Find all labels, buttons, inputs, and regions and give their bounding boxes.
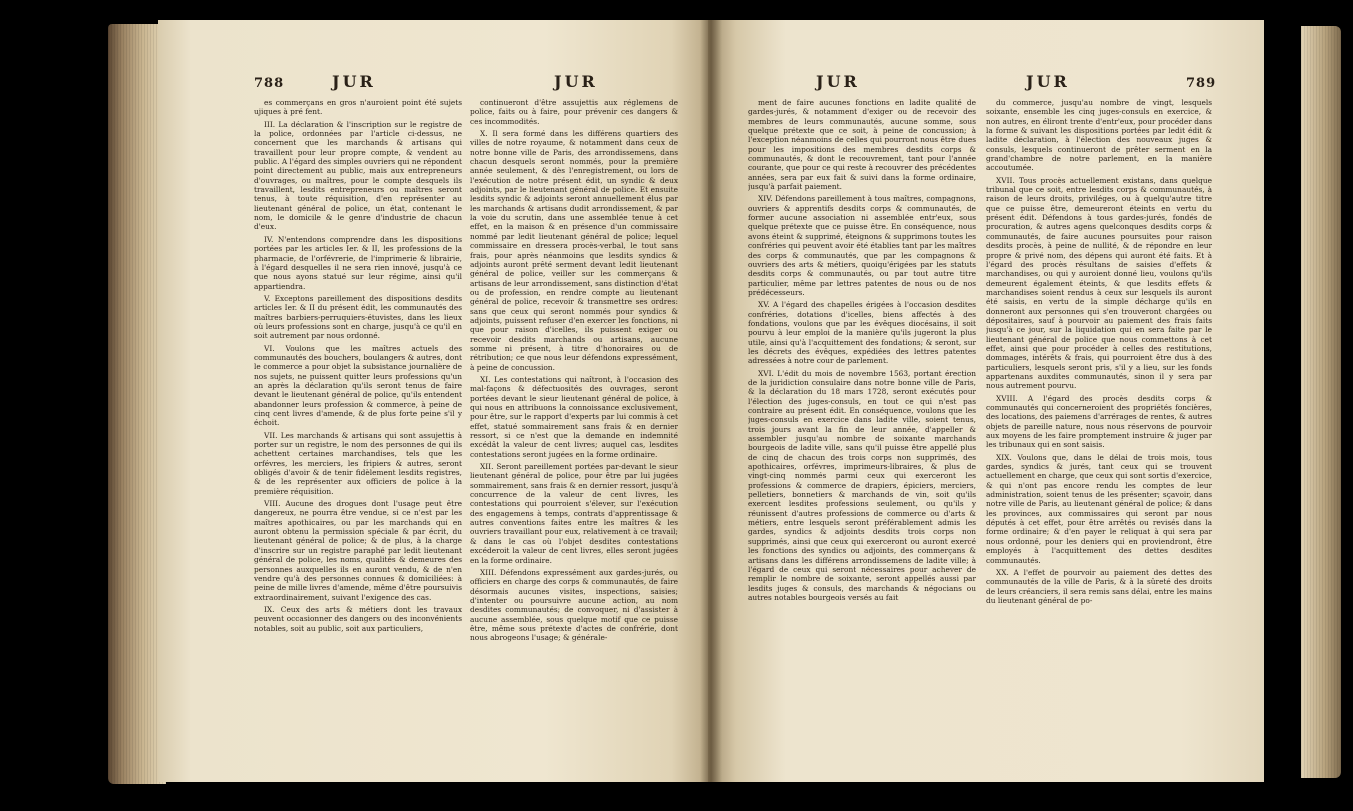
right-running-head-1: JUR — [816, 72, 860, 91]
paragraph: XX. A l'effet de pourvoir au paiement des dettes des communautés de la ville de Paris, & à la sûreté des droits de leurs créanciers, il sera remis sans délai, entre les mains du lieutenant général de po- — [986, 567, 1212, 605]
paragraph: XII. Seront pareillement portées par-devant le sieur lieutenant général de police, pour être par lui jugées sommairement, sans frais & en dernier ressort, jusqu'à concurrence de la valeur de cent livres, les contestations qui pourroient s'élever, sur l'exécution des engagemens à temps, contrats d'apprentissage & autres conventions faites entre les maîtres & les ouvriers travaillant pour eux, relativement à ce travail; & dans le cas où l'objet desdites contestations excéderoit la valeur de cent livres, elles seront jugées en la forme ordinaire. — [470, 462, 678, 565]
right-page — [708, 20, 1264, 782]
paragraph: XI. Les contestations qui naîtront, à l'occasion des mal-façons & défectuosités des ouvrages, seront portées devant le sieur lieutenant général de police, à qui nous en attribuons la connoissance exclusivement, pour être, sur le rapport d'experts par lui commis à cet effet, statué sommairement sans frais & en dernier ressort, si ce n'est que la demande en indemnité excédât la valeur de cent livres; auquel cas, lesdites contestations seront jugées en la forme ordinaire. — [470, 374, 678, 459]
paragraph: XVI. L'édit du mois de novembre 1563, portant érection de la juridiction consulaire dans notre bonne ville de Paris, & la déclaration du 18 mars 1728, seront exécutés pour l'élection des juges-consuls, en tout ce qui n'est pas contraire au présent édit. En conséquence, voulons que les juges-consuls en exercice dans ladite ville, soient tenus, trois jours avant la fin de leur année, d'appeller & assembler jusqu'au nombre de soixante marchands bourgeois de ladite ville, sans qu'il puisse être appellé plus de cinq de chacun des trois corps non supprimés, des apothicaires, orfévres, imprimeurs-libraires, & plus de vingt-cinq nommés parmi ceux qui exerceront les professions & commerce de drapiers, épiciers, merciers, pelletiers, bonnetiers & marchands de vin, soit qu'ils exercent lesdites professions seulement, ou qu'ils y réunissent d'autres professions de commerce ou d'arts & métiers, entre lesquels seront préférablement admis les gardes, syndics & adjoints desdits trois corps non supprimés, ainsi que ceux qui exerceront ou auront exercé les fonctions des syndics ou adjoints, des commerçans & artisans dans les différens arrondissemens de ladite ville; à l'égard de ceux qui seront nécessaires pour achever de remplir le nombre de soixante, seront appellés aussi par lesdits juges & consuls, des marchands & négocians ou autres notables bourgeois versés au fait — [748, 368, 976, 602]
left-page-column-1 — [254, 98, 462, 768]
left-running-head-1: JUR — [332, 72, 376, 91]
paragraph: IX. Ceux des arts & métiers dont les travaux peuvent occasionner des dangers ou des inconvénients notables, soit au public, soit aux particuliers, — [254, 604, 462, 633]
paragraph: VI. Voulons que les maîtres actuels des communautés des bouchers, boulangers & autres, dont le commerce a pour objet la subsistance journalière de nos sujets, ne puissent quitter leurs professions qu'un an après la déclaration qu'ils seront tenus de faire devant le lieutenant général de police, qu'ils entendent abandonner leurs profession & commerce, à peine de cinq cent livres d'amende, & de plus forte peine s'il y échoit. — [254, 343, 462, 428]
paragraph: continueront d'être assujettis aux réglemens de police, faits ou à faire, pour prévenir ces dangers & ces incommodités. — [470, 98, 678, 126]
left-page-column-2 — [470, 98, 678, 768]
right-page-column-2 — [986, 98, 1212, 768]
paragraph: XV. A l'égard des chapelles érigées à l'occasion desdites confréries, dotations d'icelles, biens affectés à des fondations, voulons que par les évêques diocésains, il soit pourvu à leur emploi de la manière qu'ils jugeront la plus utile, ainsi qu'à l'acquittement des fondations; & seront, sur les décrets des évêques, expédiées des lettres patentes adressées à notre cour de parlement. — [748, 300, 976, 366]
paragraph: X. Il sera formé dans les différens quartiers des villes de notre royaume, & notamment dans ceux de notre bonne ville de Paris, des arrondissemens, dans chacun desquels seront nommés, pour la première année seulement, & dès l'enregistrement, ou lors de l'exécution de notre présent édit, un syndic & deux adjoints, par le lieutenant général de police. Et ensuite lesdits syndic & adjoints seront annuellement élus par les marchands & artisans dudit arrondissement, & par la voie du scrutin, dans une assemblée tenue à cet effet, en la maison & en présence d'un commissaire nommé par ledit lieutenant général de police; lequel commissaire en dressera procès-verbal, le tout sans frais, pour après néanmoins que lesdits syndics & adjoints auront prêté serment devant ledit lieutenant général de police, veiller sur les commerçans & artisans de leur arrondissement, sans distinction d'état ou de profession, en rendre compte au lieutenant général de police, recevoir & transmettre ses ordres: sans que ceux qui seront nommés pour syndics & adjoints, puissent refuser d'en exercer les fonctions, ni que pour raison d'icelles, ils puissent exiger ou recevoir desdits marchands ou artisans, aucune somme ni présent, à titre d'honoraires ou de rétribution; ce que nous leur défendons expressément, à peine de concussion. — [470, 129, 678, 372]
paragraph: III. La déclaration & l'inscription sur le registre de la police, ordonnées par l'article ci-dessus, ne concernent que les marchands & artisans qui travaillent pour leur propre compte, & vendent au public. A l'égard des simples ouvriers qui ne répondent point directement au public, mais aux entrepreneurs d'ouvrages, ou maîtres, pour le compte desquels ils travaillent, lesdits entrepreneurs ou maîtres seront tenus, à toute réquisition, d'en représenter au lieutenant général de police, un état, contenant le nom, le domicile & le genre d'industrie de chacun d'eux. — [254, 119, 462, 232]
paragraph: ment de faire aucunes fonctions en ladite qualité de gardes-jurés, & notamment d'exiger ou de recevoir des membres de leurs communautés, aucune somme, sous quelque prétexte que ce soit, à peine de concussion; à l'exception néanmoins de celles qui pourront nous être dues pour les impositions des membres desdits corps & communautés, & dont le recouvrement, tant pour l'année courante, que pour ce qui reste à recouvrer des précédentes années, sera par eux fait & suivi dans la forme ordinaire, jusqu'à parfait paiement. — [748, 98, 976, 192]
paragraph: VII. Les marchands & artisans qui sont assujettis à porter sur un registre, le nom des personnes de qui ils achettent certaines marchandises, tels que les orfévres, les merciers, les fripiers & autres, seront obligés d'avoir & de tenir fidèlement lesdits registres, & de les représenter aux officiers de police à la première réquisition. — [254, 430, 462, 496]
paragraph: XIV. Défendons pareillement à tous maîtres, compagnons, ouvriers & apprentifs desdits corps & communautés, de former aucune association ni assemblée entr'eux, sous quelque prétexte que ce puisse être. En conséquence, nous avons éteint & supprimé, éteignons & supprimons toutes les confréries qui peuvent avoir été établies tant par les maîtres des corps & communautés, que par les compagnons & ouvriers des arts & métiers, quoiqu'érigées par les statuts desdits corps & communautés, ou par tout autre titre particulier, même par lettres patentes de nous ou de nos prédécesseurs. — [748, 194, 976, 297]
paragraph: V. Exceptons pareillement des dispositions desdits articles Ier. & II du présent édit, les communautés des maîtres barbiers-perruquiers-étuvistes, dans les lieux où leurs professions sont en charge, jusqu'à ce qu'il en soit autrement par nous ordonné. — [254, 293, 462, 341]
right-page-edges — [1301, 26, 1341, 778]
paragraph: du commerce, jusqu'au nombre de vingt, lesquels soixante, ensemble les cinq juges-consuls en exercice, & non autres, en éliront trente d'entr'eux, pour procéder dans la forme & suivant les dispositions portées par ledit édit & ladite déclaration, à l'élection des nouveaux juges & consuls, lesquels continueront de prêter serment en la grand'chambre de notre parlement, en la manière accoutumée. — [986, 98, 1212, 173]
paragraph: VIII. Aucune des drogues dont l'usage peut être dangereux, ne pourra être vendue, si ce n'est par les maîtres apothicaires, ou par les marchands qui en auront obtenu la permission spéciale & par écrit, du lieutenant général de police; & de plus, à la charge d'inscrire sur un registre paraphé par ledit lieutenant général de police, les noms, qualités & demeures des personnes auxquelles ils en auront vendu, & de n'en vendre qu'à des personnes connues & domiciliées: à peine de mille livres d'amende, même d'être poursuivis extraordinairement, suivant l'exigence des cas. — [254, 499, 462, 602]
paragraph: XIX. Voulons que, dans le délai de trois mois, tous gardes, syndics & jurés, tant ceux qui se trouvent actuellement en charge, que ceux qui sont sortis d'exercice, & qui n'ont pas encore rendu les comptes de leur administration, soient tenus de les présenter; sçavoir, dans notre ville de Paris, au lieutenant général de police; & dans les provinces, aux commissaires qui seront par nous députés à cet effet, pour être arrêtés ou revisés dans la forme ordinaire; & d'en payer le reliquat à qui sera par nous ordonné, pour les deniers qui en proviendront, être employés à l'acquittement des dettes desdites communautés. — [986, 452, 1212, 565]
right-page-column-1 — [748, 98, 976, 768]
left-page-number: 788 — [254, 76, 285, 91]
paragraph: XVIII. A l'égard des procès desdits corps & communautés qui concerneroient des propriétés foncières, des locations, des paiemens d'arrérages de rentes, & autres objets de pareille nature, nous nous réservons de pourvoir aux moyens de les faire promptement instruire & juger par les tribunaux qui en sont saisis. — [986, 393, 1212, 450]
book-gutter — [700, 20, 722, 782]
left-page — [158, 20, 710, 782]
paragraph: IV. N'entendons comprendre dans les dispositions portées par les articles Ier. & II, les professions de la pharmacie, de l'orfévrerie, de l'imprimerie & librairie, à l'égard desquelles il ne sera rien innové, jusqu'à ce que nous ayons statué sur leur régime, ainsi qu'il appartiendra. — [254, 234, 462, 291]
paragraph: XIII. Défendons expressément aux gardes-jurés, ou officiers en charge des corps & communautés, de faire désormais aucunes visites, inspections, saisies; d'intenter ou poursuivre aucune action, au nom desdites communautés; de convoquer, ni d'assister à aucune assemblée, sous quelque motif que ce puisse être, même sous prétexte d'actes de confrérie, dont nous abrogeons l'usage; & générale- — [470, 567, 678, 643]
left-running-head-2: JUR — [554, 72, 598, 91]
right-page-number: 789 — [1186, 76, 1217, 91]
paragraph: es commerçans en gros n'auroient point été sujets ujiques à pré fent. — [254, 98, 462, 117]
paragraph: XVII. Tous procès actuellement existans, dans quelque tribunal que ce soit, entre lesdits corps & communautés, à raison de leurs droits, priviléges, ou à quelqu'autre titre que ce puisse être, demeureront éteints en vertu du présent édit. Défendons à tous gardes-jurés, fondés de procuration, & autres agens quelconques desdits corps & communautés, de faire aucunes poursuites pour raison desdits procès, à peine de nullité, & de répondre en leur propre & privé nom, des dépens qui auront été faits. Et à l'égard des procès résultans de saisies d'effets & marchandises, ou qui y auroient donné lieu, voulons qu'ils demeurent également éteints, & que lesdits effets & marchandises soient rendus à ceux sur lesquels ils auront été saisis, en vertu de la simple décharge qu'ils en donneront aux personnes qui s'en trouveront chargées ou dépositaires, sauf à pourvoir au paiement des frais faits jusqu'à ce jour, sur la liquidation qui en sera faite par le lieutenant général de police que nous commettons à cet effet, ainsi que pour procéder à celles des restitutions, dommages, intérêts & frais, qui pourroient être dus à des particuliers, lesquels seront pris, s'il y a lieu, sur les fonds appartenans auxdites communautés, sinon il y sera par nous autrement pourvu. — [986, 175, 1212, 391]
right-running-head-2: JUR — [1026, 72, 1070, 91]
